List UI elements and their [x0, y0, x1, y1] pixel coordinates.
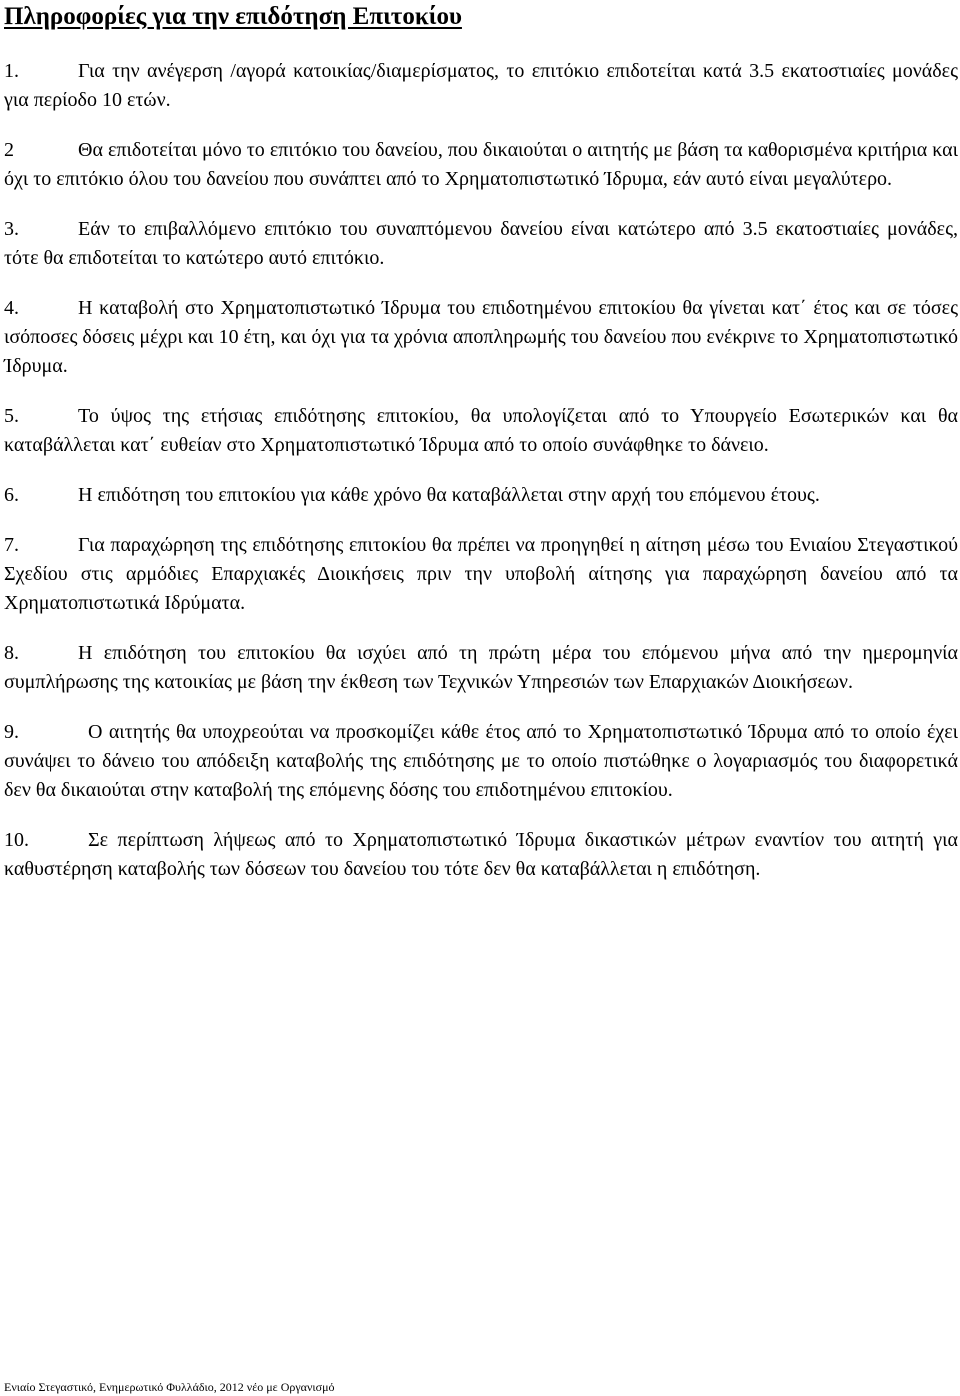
item-text: Η επιδότηση του επιτοκίου για κάθε χρόνο θα καταβάλλεται στην αρχή του επόμενου έτους.	[78, 484, 820, 506]
item-text: Το ύψος της ετήσιας επιδότησης επιτοκίου, θα υπολογίζεται από το Υπουργείο Εσωτερικών και θα καταβάλλεται κατ΄ ευθείαν στο Χρηματοπιστωτικό Ίδρυμα από το οποίο συνάφθηκε το δάνειο.	[4, 405, 958, 456]
list-item	[4, 481, 958, 510]
item-number: 7.	[4, 534, 19, 556]
item-number: 4.	[4, 297, 19, 319]
list-item	[4, 639, 958, 697]
page-title: Πληροφορίες για την επιδότηση Επιτοκίου	[4, 3, 462, 30]
item-number: 3.	[4, 218, 19, 240]
item-number: 10.	[4, 829, 29, 851]
list-item	[4, 136, 958, 194]
item-number: 8.	[4, 642, 19, 664]
list-item	[4, 294, 958, 381]
item-number: 2	[4, 139, 14, 161]
item-text: Η καταβολή στο Χρηματοπιστωτικό Ίδρυμα του επιδοτημένου επιτοκίου θα γίνεται κατ΄ έτος και σε τόσες ισόποσες δόσεις μέχρι και 10 έτη, και όχι για τα χρόνια αποπληρωμής του δανείου που ενέκρινε το Χρηματοπιστωτικό Ίδρυμα.	[4, 297, 958, 377]
list-item	[4, 826, 958, 884]
list-item	[4, 57, 958, 115]
numbered-list	[4, 57, 958, 905]
list-item	[4, 215, 958, 273]
item-text: Για την ανέγερση /αγορά κατοικίας/διαμερίσματος, το επιτόκιο επιδοτείται κατά 3.5 εκατοστιαίες μονάδες για περίοδο 10 ετών.	[4, 60, 958, 111]
list-item	[4, 402, 958, 460]
item-number: 1.	[4, 60, 19, 82]
item-text: Σε περίπτωση λήψεως από το Χρηματοπιστωτικό Ίδρυμα δικαστικών μέτρων εναντίον του αιτητή για καθυστέρηση καταβολής των δόσεων του δανείου του τότε δεν θα καταβάλλεται η επιδότηση.	[4, 829, 958, 880]
page-footer: Ενιαίο Στεγαστικό, Ενημερωτικό Φυλλάδιο, 2012 νέο με Οργανισμό	[4, 1380, 335, 1394]
item-number: 9.	[4, 721, 19, 743]
list-item	[4, 718, 958, 805]
item-text: Η επιδότηση του επιτοκίου θα ισχύει από τη πρώτη μέρα του επόμενου μήνα από την ημερομηνία συμπλήρωσης της κατοικίας με βάση την έκθεση των Τεχνικών Υπηρεσιών των Επαρχιακών Διοικήσεων.	[4, 642, 958, 693]
item-text: Ο αιτητής θα υποχρεούται να προσκομίζει κάθε έτος από το Χρηματοπιστωτικό Ίδρυμα από το οποίο έχει συνάψει το δάνειο του απόδειξη καταβολής της επιδότησης με το οποίο πιστώθηκε ο λογαριασμός του διαφορετικά δεν θα δικαιούται στην καταβολή της επόμενης δόσης του επιδοτημένου επιτοκίου.	[4, 721, 958, 801]
item-text: Εάν το επιβαλλόμενο επιτόκιο του συναπτόμενου δανείου είναι κατώτερο από 3.5 εκατοστιαίες μονάδες, τότε θα επιδοτείται το κατώτερο αυτό επιτόκιο.	[4, 218, 958, 269]
list-item	[4, 531, 958, 618]
item-number: 5.	[4, 405, 19, 427]
item-number: 6.	[4, 484, 19, 506]
item-text: Θα επιδοτείται μόνο το επιτόκιο του δανείου, που δικαιούται ο αιτητής με βάση τα καθορισμένα κριτήρια και όχι το επιτόκιο όλου του δανείου που συνάπτει από το Χρηματοπιστωτικό Ίδρυμα, εάν αυτό είναι μεγαλύτερο.	[4, 139, 958, 190]
item-text: Για παραχώρηση της επιδότησης επιτοκίου θα πρέπει να προηγηθεί η αίτηση μέσω του Ενιαίου Στεγαστικού Σχεδίου στις αρμόδιες Επαρχιακές Διοικήσεις πριν την υποβολή αίτησης για παραχώρηση δανείου από τα Χρηματοπιστωτικά Ιδρύματα.	[4, 534, 958, 614]
